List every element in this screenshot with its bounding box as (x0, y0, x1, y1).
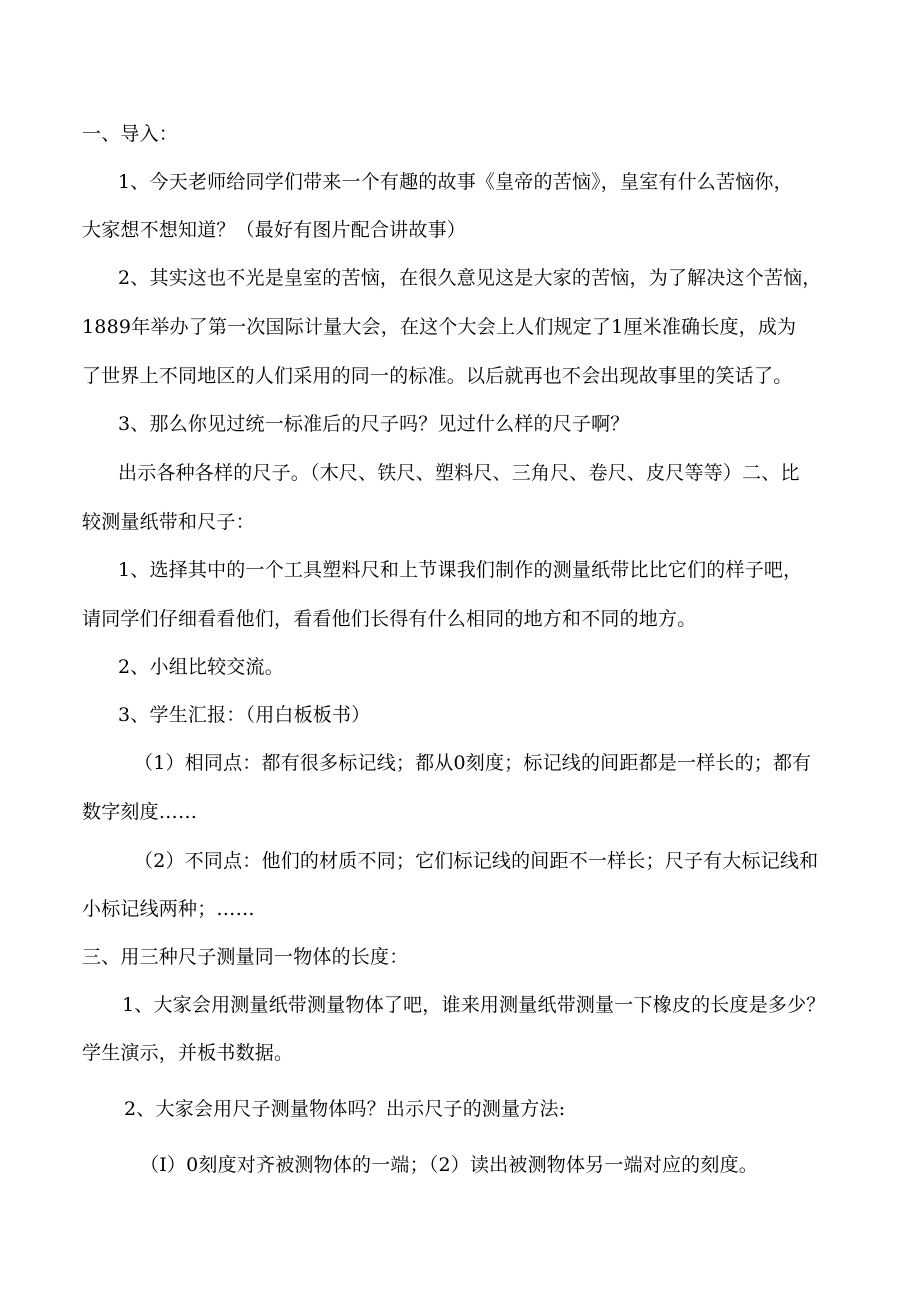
paragraph-line: 较测量纸带和尺子： (82, 511, 255, 533)
paragraph-line: 请同学们仔细看看他们，看看他们长得有什么相同的地方和不同的地方。 (82, 608, 697, 630)
paragraph-line: 1、大家会用测量纸带测量物体了吧，谁来用测量纸带测量一下橡皮的长度是多少？ (122, 994, 826, 1016)
paragraph-line: 3、那么你见过统一标准后的尺子吗？见过什么样的尺子啊？ (118, 413, 630, 435)
paragraph-line: 数字刻度…… (82, 801, 198, 823)
paragraph-line: 1、今天老师给同学们带来一个有趣的故事《皇帝的苦恼》，皇室有什么苦恼你， (118, 171, 793, 193)
paragraph-line: 2、小组比较交流。 (118, 656, 284, 678)
heading-section-three: 三、用三种尺子测量同一物体的长度： (82, 946, 409, 968)
paragraph-line: 2、其实这也不光是皇室的苦恼，在很久意见这是大家的苦恼，为了解决这个苦恼， (118, 267, 822, 289)
paragraph-line: 2、大家会用尺子测量物体吗？出示尺子的测量方法: (124, 1098, 566, 1120)
paragraph-line: 3、学生汇报：（用白板板书） (118, 704, 371, 726)
heading-intro: 一、导入： (82, 123, 179, 145)
paragraph-line: 出示各种各样的尺子。（木尺、铁尺、塑料尺、三角尺、卷尺、皮尺等等）二、比 (118, 462, 800, 484)
paragraph-line: 1、选择其中的一个工具塑料尺和上节课我们制作的测量纸带比比它们的样子吧， (118, 559, 803, 581)
paragraph-line: 大家想不想知道？（最好有图片配合讲故事） (82, 219, 467, 241)
paragraph-line: （1）相同点：都有很多标记线；都从0刻度；标记线的间距都是一样长的；都有 (134, 752, 812, 774)
paragraph-line: 学生演示，并板书数据。 (82, 1042, 294, 1064)
paragraph-line: 小标记线两种；…… (82, 898, 255, 920)
paragraph-line: （2）不同点：他们的材质不同；它们标记线的间距不一样长；尺子有大标记线和 (134, 850, 819, 872)
paragraph-line: 1889年举办了第一次国际计量大会，在这个大会上人们规定了1厘米准确长度，成为 (82, 316, 797, 338)
paragraph-line: （I）0刻度对齐被测物体的一端；（2）读出被测物体另一端对应的刻度。 (140, 1154, 758, 1176)
paragraph-line: 了世界上不同地区的人们采用的同一的标准。以后就再也不会出现故事里的笑话了。 (82, 365, 793, 387)
